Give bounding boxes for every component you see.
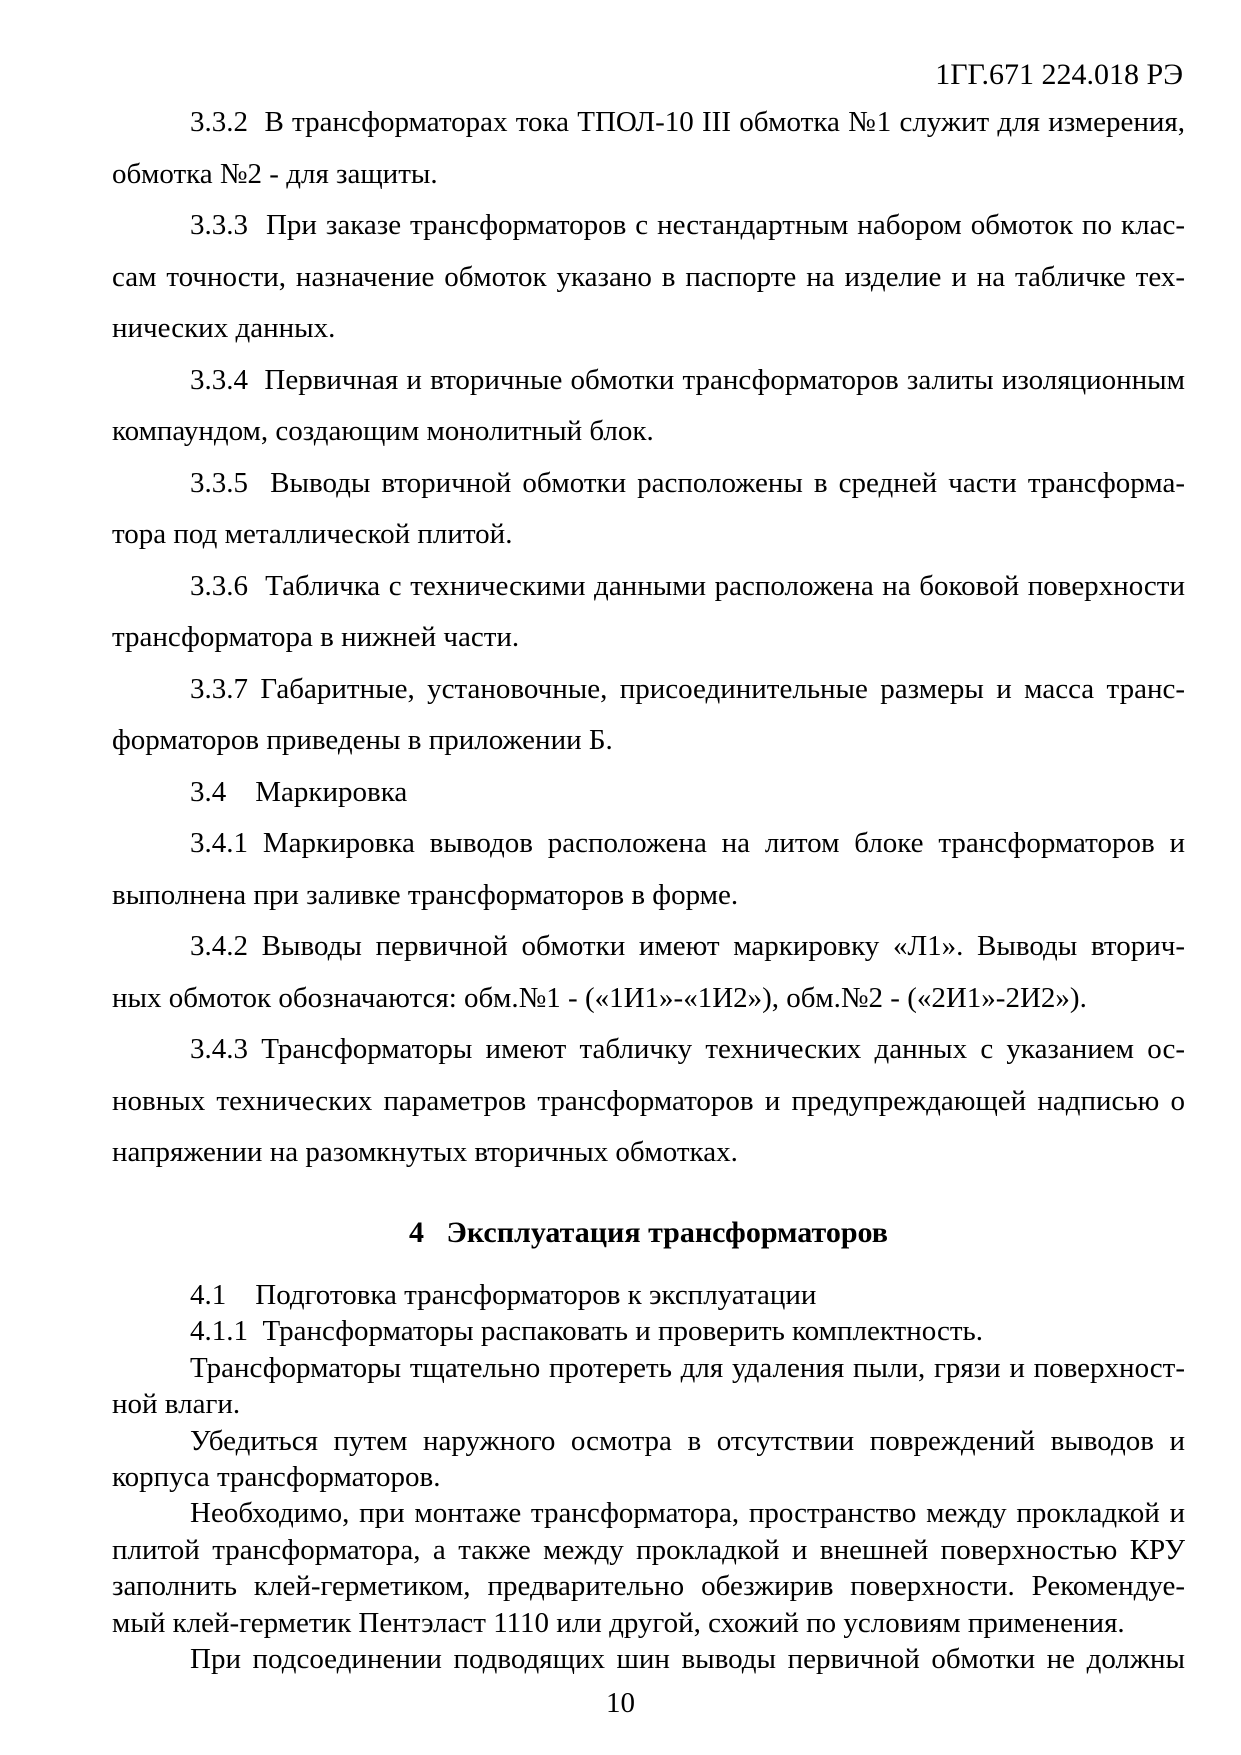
text-line: плитой трансформатора, а также между прокладкой и внешней поверхностью КРУ bbox=[112, 1533, 1185, 1566]
paragraph bbox=[112, 1277, 1185, 1313]
text-line: 3.3.7 Габаритные, установочные, присоединительные размеры и масса транс- bbox=[190, 672, 1185, 705]
paragraph bbox=[112, 818, 1185, 921]
text-line: компаундом, создающим монолитный блок. bbox=[112, 415, 654, 447]
section-3-text bbox=[112, 97, 1185, 1179]
text-line: форматоров приведены в приложении Б. bbox=[112, 724, 613, 756]
paragraph bbox=[112, 1423, 1185, 1496]
text-line: При подсоединении подводящих шин выводы первичной обмотки не должны bbox=[190, 1643, 1185, 1676]
paragraph bbox=[112, 1495, 1185, 1641]
text-line: мый клей-герметик Пентэласт 1110 или другой, схожий по условиям применения. bbox=[112, 1606, 1125, 1639]
text-line: 3.3.3 При заказе трансформаторов с нестандартным набором обмоток по клас- bbox=[190, 209, 1185, 241]
text-line: Убедиться путем наружного осмотра в отсутствии повреждений выводов и bbox=[190, 1424, 1185, 1457]
text-line: 3.4.3 Трансформаторы имеют табличку технических данных с указанием ос- bbox=[190, 1033, 1185, 1065]
text-line: 3.4.2 Выводы первичной обмотки имеют маркировку «Л1». Выводы вторич- bbox=[190, 930, 1185, 962]
text-line: трансформатора в нижней части. bbox=[112, 621, 520, 653]
text-line: напряжении на разомкнутых вторичных обмотках. bbox=[112, 1136, 738, 1168]
paragraph bbox=[112, 921, 1185, 1024]
text-line: 3.3.4 Первичная и вторичные обмотки трансформаторов залиты изоляционным bbox=[190, 363, 1185, 396]
paragraph bbox=[112, 1313, 1185, 1349]
paragraph bbox=[112, 200, 1185, 355]
text-line: заполнить клей-герметиком, предварительно обезжирив поверхности. Рекомендуе- bbox=[112, 1570, 1185, 1603]
text-line: тора под металлической плитой. bbox=[112, 518, 513, 550]
paragraph bbox=[112, 97, 1185, 200]
text-line: сам точности, назначение обмоток указано в паспорте на изделие и на табличке тех- bbox=[112, 260, 1185, 293]
paragraph bbox=[112, 1024, 1185, 1179]
paragraph bbox=[112, 561, 1185, 664]
text-line: 3.4 Маркировка bbox=[190, 775, 408, 808]
doc-code: 1ГГ.671 224.018 РЭ bbox=[935, 58, 1183, 91]
paragraph bbox=[112, 458, 1185, 561]
text-line: 3.3.5 Выводы вторичной обмотки расположены в средней части трансформа- bbox=[190, 466, 1185, 499]
text-line: 3.3.6 Табличка с техническими данными расположена на боковой поверхности bbox=[190, 569, 1185, 602]
text-line: новных технических параметров трансформаторов и предупреждающей надписью о bbox=[112, 1084, 1185, 1117]
text-line: нических данных. bbox=[112, 312, 336, 344]
text-line: Трансформаторы тщательно протереть для удаления пыли, грязи и поверхност- bbox=[190, 1351, 1185, 1384]
paragraph bbox=[112, 1350, 1185, 1423]
text-line: 3.3.2 В трансформаторах тока ТПОЛ-10 III обмотка №1 служит для измерения, bbox=[190, 106, 1185, 138]
text-line: Необходимо, при монтаже трансформатора, пространство между прокладкой и bbox=[190, 1497, 1185, 1530]
text-line: 4.1.1 Трансформаторы распаковать и проверить комплектность. bbox=[190, 1315, 983, 1348]
paragraph bbox=[112, 355, 1185, 458]
text-line: 3.4.1 Маркировка выводов расположена на литом блоке трансформаторов и bbox=[190, 827, 1185, 859]
text-line: ной влаги. bbox=[112, 1388, 241, 1421]
paragraph bbox=[112, 1641, 1185, 1677]
text-line: выполнена при заливке трансформаторов в форме. bbox=[112, 878, 739, 911]
page-number: 10 bbox=[606, 1687, 635, 1719]
text-line: ных обмоток обозначаются: обм.№1 - («1И1»-«1И2»), обм.№2 - («2И1»-2И2»). bbox=[112, 981, 1087, 1014]
paragraph bbox=[112, 664, 1185, 767]
section-4-heading: 4 Эксплуатация трансформаторов bbox=[409, 1216, 888, 1249]
paragraph bbox=[112, 767, 1185, 819]
text-line: 4.1 Подготовка трансформаторов к эксплуатации bbox=[190, 1279, 817, 1311]
text-line: обмотка №2 - для защиты. bbox=[112, 157, 438, 190]
section-4-text bbox=[112, 1277, 1185, 1677]
text-line: корпуса трансформаторов. bbox=[112, 1461, 441, 1494]
